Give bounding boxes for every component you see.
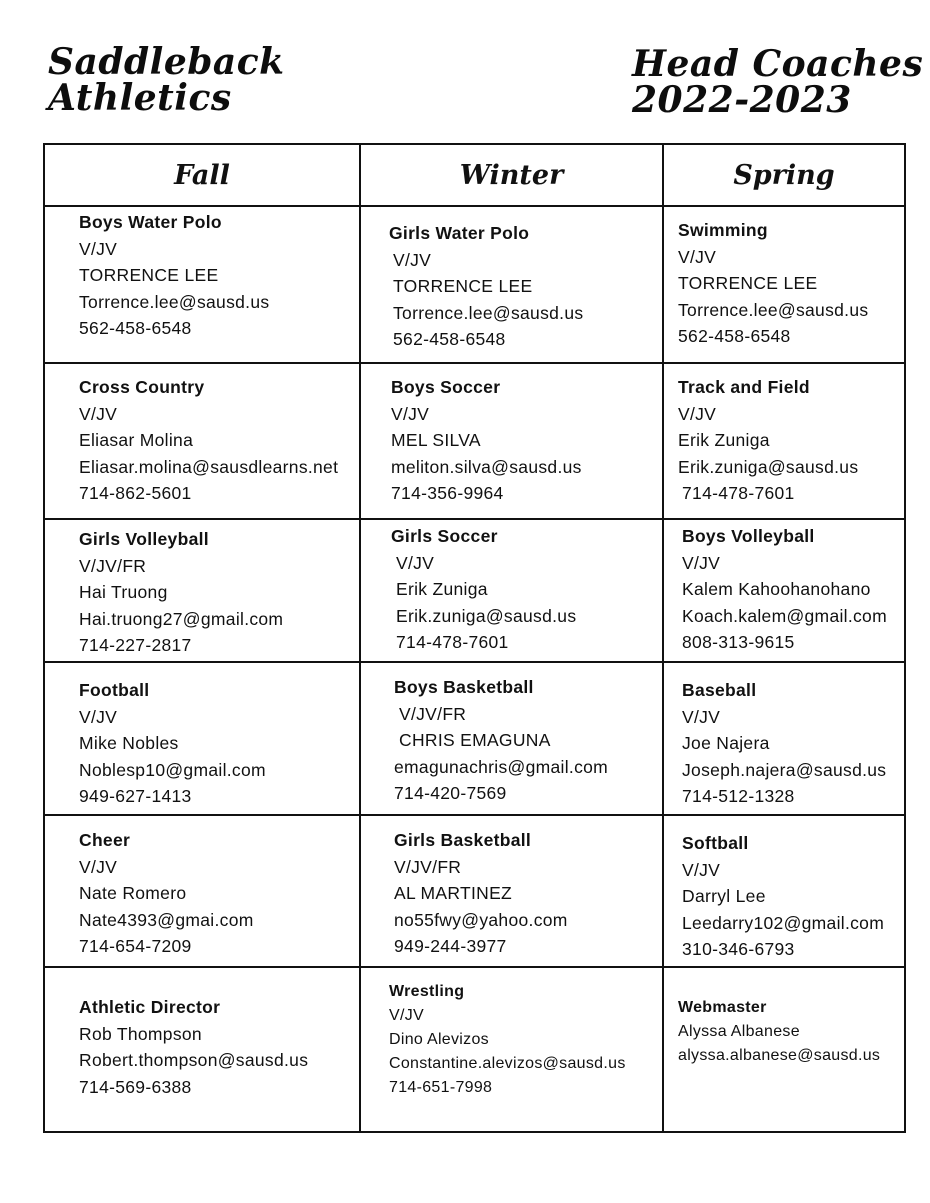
- coach-cell: [360, 519, 663, 662]
- coach-phone: 714-420-7569: [394, 783, 507, 803]
- coach-phone: 714-356-9964: [391, 483, 504, 503]
- coach-email: Torrence.lee@sausd.us: [79, 291, 270, 312]
- column-header-winter: Winter: [360, 144, 663, 206]
- coach-email: Leedarry102@gmail.com: [682, 912, 885, 933]
- table-row: [44, 967, 905, 1132]
- coach-email: Hai.truong27@gmail.com: [79, 608, 284, 629]
- coach-cell: [663, 662, 905, 815]
- coach-phone: 714-654-7209: [79, 936, 192, 956]
- coach-name: TORRENCE LEE: [79, 265, 219, 285]
- page-title: [632, 43, 924, 121]
- coach-email: Torrence.lee@sausd.us: [393, 302, 584, 323]
- team-levels: V/JV/FR: [79, 555, 147, 576]
- coach-phone: 808-313-9615: [682, 632, 795, 652]
- coach-phone: 714-862-5601: [79, 483, 192, 503]
- coach-phone: 310-346-6793: [682, 939, 795, 959]
- staff-email: Robert.thompson@sausd.us: [79, 1050, 309, 1070]
- table-row: [44, 519, 905, 662]
- school-title-line-1: Saddleback: [48, 41, 285, 83]
- coach-cell: [360, 662, 663, 815]
- table-row: [44, 815, 905, 967]
- team-levels: V/JV: [79, 706, 118, 727]
- coach-email: Torrence.lee@sausd.us: [678, 299, 869, 320]
- coach-email: Erik.zuniga@sausd.us: [678, 456, 859, 477]
- coach-cell: [44, 519, 360, 662]
- school-title-line-2: Athletics: [48, 77, 232, 119]
- column-header-spring: Spring: [663, 144, 905, 206]
- coach-cell: [44, 662, 360, 815]
- team-levels: V/JV: [396, 552, 435, 573]
- coach-cell: [44, 363, 360, 519]
- table-row: [44, 363, 905, 519]
- coach-email: no55fwy@yahoo.com: [394, 909, 568, 930]
- sport-name: Boys Basketball: [394, 677, 534, 697]
- coach-phone: 714-651-7998: [389, 1079, 493, 1096]
- staff-name: Rob Thompson: [79, 1023, 202, 1044]
- team-levels: V/JV: [393, 249, 432, 270]
- coach-name: CHRIS EMAGUNA: [399, 730, 551, 750]
- coach-name: Dino Alevizos: [389, 1031, 489, 1048]
- season-header-row: [44, 144, 905, 206]
- coach-name: Joe Najera: [682, 733, 770, 753]
- sport-name: Football: [79, 680, 150, 700]
- team-levels: V/JV: [678, 246, 717, 267]
- coach-phone: 714-478-7601: [682, 483, 795, 503]
- sport-name: Boys Volleyball: [682, 526, 815, 546]
- staff-phone: 714-569-6388: [79, 1076, 192, 1097]
- coach-email: Erik.zuniga@sausd.us: [396, 605, 577, 626]
- school-title: [48, 41, 285, 119]
- coach-email: meliton.silva@sausd.us: [391, 456, 582, 477]
- coach-name: MEL SILVA: [391, 430, 481, 450]
- coach-cell: [663, 519, 905, 662]
- coach-name: Nate Romero: [79, 883, 187, 903]
- sport-name: Baseball: [682, 680, 757, 700]
- coach-name: TORRENCE LEE: [393, 276, 533, 296]
- role-name: Athletic Director: [79, 997, 221, 1017]
- coach-phone: 714-478-7601: [396, 632, 509, 652]
- staff-cell: [44, 967, 360, 1132]
- team-levels: V/JV: [682, 859, 721, 880]
- coach-cell: [44, 815, 360, 967]
- sport-name: Cross Country: [79, 377, 205, 397]
- coach-phone: 562-458-6548: [678, 326, 791, 346]
- coach-cell: [663, 363, 905, 519]
- sport-name: Girls Water Polo: [389, 223, 530, 243]
- coach-name: TORRENCE LEE: [678, 273, 818, 293]
- sport-name: Track and Field: [678, 377, 810, 397]
- coach-cell: [663, 206, 905, 363]
- sport-name: Swimming: [678, 220, 768, 240]
- sport-name: Girls Soccer: [391, 526, 498, 546]
- sport-name: Softball: [682, 833, 749, 853]
- coach-cell: [360, 815, 663, 967]
- coach-email: Nate4393@gmai.com: [79, 909, 254, 930]
- team-levels: V/JV: [391, 403, 430, 424]
- team-levels: V/JV: [79, 856, 118, 877]
- sport-name: Boys Soccer: [391, 377, 501, 397]
- sport-name: Cheer: [79, 830, 131, 850]
- coach-email: Eliasar.molina@sausdlearns.net: [79, 456, 339, 477]
- coach-name: AL MARTINEZ: [394, 883, 513, 903]
- role-name: Webmaster: [678, 999, 767, 1016]
- column-header-fall: Fall: [44, 144, 360, 206]
- coach-name: Eliasar Molina: [79, 430, 194, 450]
- coach-cell: [44, 206, 360, 363]
- coach-cell: [663, 815, 905, 967]
- coach-email: emagunachris@gmail.com: [394, 756, 609, 777]
- table-row: [44, 206, 905, 363]
- coach-email: Koach.kalem@gmail.com: [682, 605, 887, 626]
- team-levels: V/JV/FR: [399, 703, 467, 724]
- page-title-line-2: 2022-2023: [632, 79, 852, 121]
- page-title-line-1: Head Coaches: [632, 43, 924, 85]
- coach-email: Constantine.alevizos@sausd.us: [389, 1055, 626, 1072]
- coach-cell: [360, 967, 663, 1132]
- coach-phone: 562-458-6548: [393, 329, 506, 349]
- coach-name: Hai Truong: [79, 582, 168, 602]
- coach-email: Noblesp10@gmail.com: [79, 759, 266, 780]
- team-levels: V/JV: [79, 403, 118, 424]
- coach-email: Joseph.najera@sausd.us: [682, 759, 887, 780]
- coaches-table: [43, 143, 906, 1133]
- staff-name: Alyssa Albanese: [678, 1023, 800, 1040]
- coach-name: Kalem Kahoohanohano: [682, 579, 871, 599]
- coach-phone: 949-244-3977: [394, 936, 507, 956]
- coach-phone: 562-458-6548: [79, 318, 192, 338]
- staff-cell: [663, 967, 905, 1132]
- team-levels: V/JV: [678, 403, 717, 424]
- team-levels: V/JV: [682, 706, 721, 727]
- coach-name: Erik Zuniga: [396, 579, 488, 599]
- table-row: [44, 662, 905, 815]
- coach-phone: 714-227-2817: [79, 635, 192, 655]
- coach-name: Erik Zuniga: [678, 430, 770, 450]
- staff-email: alyssa.albanese@sausd.us: [678, 1047, 881, 1064]
- team-levels: V/JV: [682, 552, 721, 573]
- team-levels: V/JV: [79, 238, 118, 259]
- coach-cell: [360, 363, 663, 519]
- sport-name: Girls Volleyball: [79, 529, 209, 549]
- sport-name: Girls Basketball: [394, 830, 532, 850]
- team-levels: V/JV: [389, 1007, 424, 1024]
- coach-phone: 949-627-1413: [79, 786, 192, 806]
- team-levels: V/JV/FR: [394, 856, 462, 877]
- coach-cell: [360, 206, 663, 363]
- sport-name: Boys Water Polo: [79, 212, 222, 232]
- coach-phone: 714-512-1328: [682, 786, 795, 806]
- coach-name: Mike Nobles: [79, 733, 179, 753]
- coach-name: Darryl Lee: [682, 886, 766, 906]
- sport-name: Wrestling: [389, 983, 465, 1000]
